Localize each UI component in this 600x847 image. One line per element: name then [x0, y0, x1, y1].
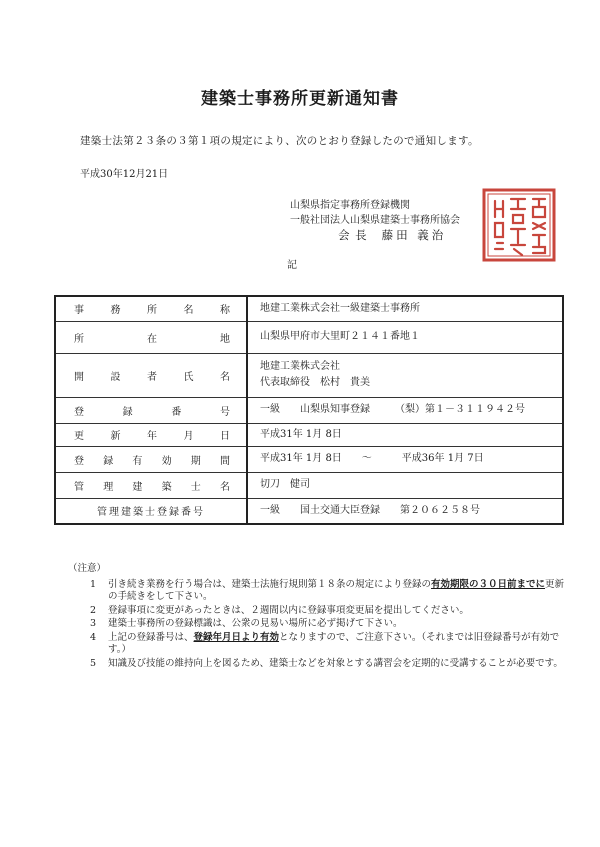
issuer-block: [290, 198, 460, 243]
row-value: [247, 423, 563, 446]
document-title: 建築士事務所更新通知書: [201, 89, 399, 109]
table-row: [55, 296, 563, 321]
note-emphasis: 有効期限の３０日前までに: [431, 578, 546, 590]
table-row: [55, 446, 563, 472]
notes-heading: （注意）: [68, 563, 107, 574]
row-value-line: 切刀 健司: [260, 479, 310, 490]
table-row: [55, 321, 563, 353]
note-number: 3: [90, 618, 97, 629]
row-value: [247, 321, 563, 353]
row-value: [247, 296, 563, 321]
table-row: [55, 423, 563, 446]
note-item: [72, 605, 572, 618]
row-value-line: 一級 山梨県知事登録 （梨）第１－３１１９４２号: [260, 404, 525, 415]
row-value: [247, 397, 563, 423]
registration-table: [54, 295, 564, 525]
issue-date: 平成30年12月21日: [80, 169, 169, 180]
row-value: [247, 446, 563, 472]
note-item: [72, 579, 572, 604]
row-value: [247, 472, 563, 498]
notes-section: [68, 563, 572, 671]
row-label: 登録有効期間: [55, 446, 247, 472]
issuer-agency: 山梨県指定事務所登録機関: [290, 200, 410, 211]
row-value-line: 平成31年 1月 8日 〜 平成36年 1月 7日: [260, 453, 484, 464]
official-seal-icon: [481, 187, 557, 263]
note-item: [72, 618, 572, 631]
table-row: [55, 397, 563, 423]
row-label: 管理建築士名: [55, 472, 247, 498]
intro-text: 建築士法第２３条の３第１項の規定により、次のとおり登録したので通知します。: [80, 135, 479, 147]
note-number: 2: [90, 604, 97, 616]
notes-list: [72, 579, 572, 671]
row-label: 更新年月日: [55, 423, 247, 446]
note-text: 引き続き業務を行う場合は、建築士法施行規則第１８条の規定により登録の: [108, 578, 432, 590]
note-number: 4: [90, 631, 97, 643]
row-value-line: 代表取締役 松村 貴美: [260, 377, 370, 388]
table-row: [55, 353, 563, 397]
row-value-line: 地建工業株式会社: [260, 361, 340, 372]
row-value: [247, 353, 563, 397]
row-label: 所在地: [55, 321, 247, 353]
table-row: [55, 498, 563, 524]
row-label: 管理建築士登録番号: [55, 498, 247, 524]
row-value-line: 一級 国土交通大臣登録 第２０６２５８号: [260, 504, 480, 516]
row-value: [247, 498, 563, 524]
note-text: 建築士事務所の登録標識は、公衆の見易い場所に必ず掲げて下さい。: [108, 618, 403, 629]
note-text: 知識及び技能の維持向上を図るため、建築士などを対象とする講習会を定期的に受講することが必要です。: [108, 657, 563, 669]
issuer-association: 一般社団法人山梨県建築士事務所協会: [290, 215, 460, 226]
row-label: 事務所名称: [55, 296, 247, 321]
row-value-line: 平成31年 1月 8日: [260, 428, 342, 440]
note-item: [72, 632, 572, 657]
row-value-line: 地建工業株式会社一級建築士事務所: [260, 302, 420, 314]
note-text: 登録事項に変更があったときは、２週間以内に登録事項変更届を提出してください。: [108, 604, 469, 616]
row-label: 開設者氏名: [55, 353, 247, 397]
issuer-role: 会 長: [338, 228, 368, 242]
row-value-line: 山梨県甲府市大里町２１４１番地１: [260, 331, 420, 342]
note-text-tail: 更新の手続きをして下さい。: [108, 578, 565, 602]
ki-marker: 記: [287, 260, 297, 271]
row-label: 登録番号: [55, 397, 247, 423]
issuer-signatory: [290, 228, 460, 243]
note-item: [72, 658, 572, 671]
note-text: 上記の登録番号は、: [108, 631, 194, 643]
note-emphasis: 登録年月日より有効: [193, 631, 280, 643]
note-number: 1: [90, 578, 97, 590]
table-row: [55, 472, 563, 498]
note-number: 5: [90, 657, 97, 669]
note-text-tail: となりますので、ご注意下さい。（それまでは旧登録番号が有効です。）: [108, 631, 560, 655]
issuer-name: 藤田 義治: [381, 228, 447, 242]
